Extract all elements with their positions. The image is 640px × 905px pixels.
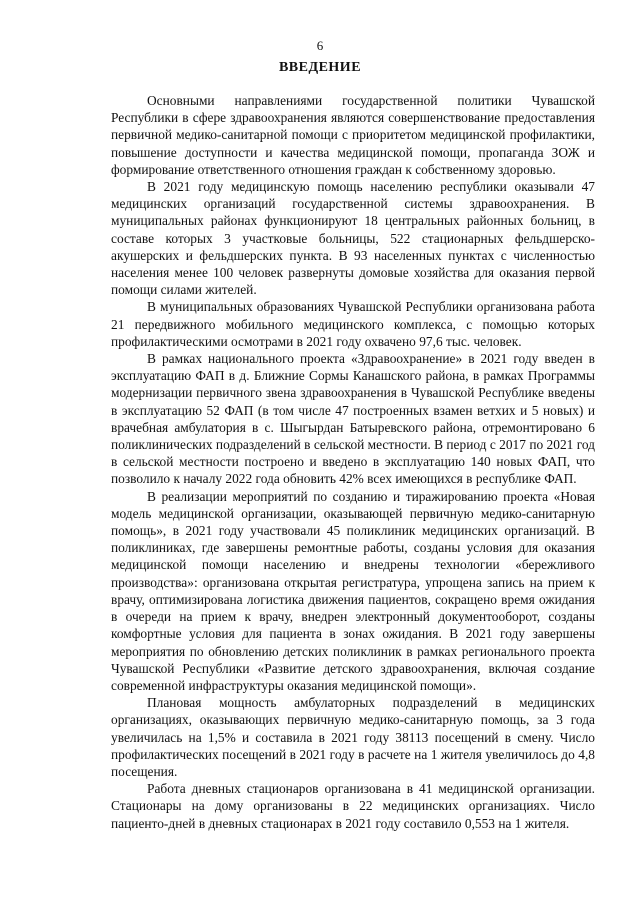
paragraph-new-model: В реализации мероприятий по созданию и тиражированию проекта «Новая модель медицинской организации, оказывающей первичную медико-санитарную помощь», в 2021 году участвовали 45 поликлиник медицинских организаций. В поликлиниках, где завершены ремонтные работы, созданы условия для оказания медицинской помощи населению и внедрены технологии «бережливого производства»: организована открытая регистратура, упрощена запись на прием к врачу, оптимизирована логистика движения пациентов, сокращено время ожидания в очереди на прием к врачу, внедрен электронный документооборот, созданы комфортные условия для пациента в зонах ожидания. В 2021 году завершены мероприятия по обновлению детских поликлиник в рамках регионального проекта Чувашской Республики «Развитие детского здравоохранения, включая создание современной инфраструктуры оказания медицинской помощи». <box>111 488 595 693</box>
document-body <box>111 92 595 832</box>
page-number: 6 <box>316 38 324 53</box>
paragraph-medical-organizations: В 2021 году медицинскую помощь населению республики оказывали 47 медицинских организаций государственной системы здравоохранения. В муниципальных районах функционируют 18 центральных районных больниц, в составе которых 3 участковые больницы, 522 стационарных фельдшерско-акушерских и фельдшерских пункта. В 93 населенных пунктах с численностью населения менее 100 человек развернуты домовые хозяйства для оказания первой помощи силами жителей. <box>111 179 595 298</box>
paragraph-mobile-complexes: В муниципальных образованиях Чувашской Республики организована работа 21 передвижного мобильного медицинского комплекса, с помощью которых профилактическими осмотрами в 2021 году охвачено 97,6 тыс. человек. <box>111 299 595 349</box>
paragraph-outpatient-capacity: Плановая мощность амбулаторных подразделений в медицинских организациях, оказывающих первичную медико-санитарную помощь, за 3 года увеличилась на 1,5% и составила в 2021 году 38113 посещений в смену. Число профилактических посещений в 2021 году в расчете на 1 жителя увеличилось до 4,8 посещения. <box>111 695 595 779</box>
paragraph-health-policy: Основными направлениями государственной политики Чувашской Республики в сфере здравоохранения являются совершенствование предоставления первичной медико-санитарной помощи с приоритетом медицинской профилактики, повышение доступности и качества медицинской помощи, пропаганда ЗОЖ и формирование ответственного отношения граждан к собственному здоровью. <box>111 93 595 177</box>
paragraph-national-project: В рамках национального проекта «Здравоохранение» в 2021 году введен в эксплуатацию ФАП в д. Ближние Сормы Канашского района, в рамках Программы модернизации первичного звена здравоохранения в Чувашской Республике введены в эксплуатацию 52 ФАП (в том числе 47 построенных взамен ветхих и 5 новых) и врачебная амбулатория в с. Шыгырдан Батыревского района, отремонтировано 6 поликлинических подразделений в сельской местности. В период с 2017 по 2021 год в сельской местности построено и введено в эксплуатацию 140 новых ФАП, что позволило к началу 2022 года обновить 42% всех имеющихся в республике ФАП. <box>111 351 595 487</box>
paragraph-day-hospitals: Работа дневных стационаров организована в 41 медицинской организации. Стационары на дому организованы в 22 медицинских организациях. Число пациенто-дней в дневных стационарах в 2021 году составило 0,553 на 1 жителя. <box>111 781 595 831</box>
page-title: ВВЕДЕНИЕ <box>278 60 362 75</box>
